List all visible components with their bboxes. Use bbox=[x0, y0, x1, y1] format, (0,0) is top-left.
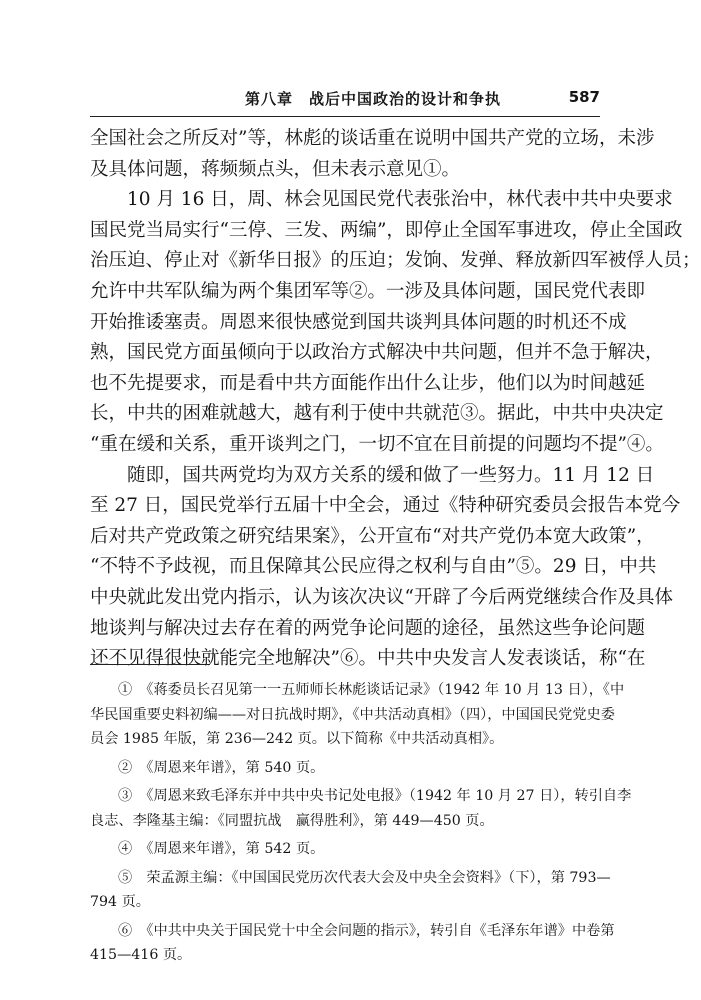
text-line: 全国社会之所反对”等，林彪的谈话重在说明中国共产党的立场，未涉 bbox=[90, 128, 655, 149]
text-line: 及具体问题，蒋频频点头，但未表示意见①。 bbox=[90, 158, 461, 180]
footnote-line: 794 页。 bbox=[90, 894, 150, 910]
text-line: 也不先提要求，而是看中共方面能作出什么让步，他们以为时间越延 bbox=[90, 372, 646, 394]
header-rule bbox=[90, 116, 600, 117]
footnote-line: ⑤ 荣孟源主编：《中国国民党历次代表大会及中央全会资料》（下），第 793— bbox=[118, 869, 611, 886]
text-line: 后对共产党政策之研究结果案》，公开宣布“对共产党仍本宽大政策”， bbox=[90, 525, 655, 547]
text-line: “不特不予歧视，而且保障其公民应得之权利与自由”⑤。29 日，中共 bbox=[90, 556, 657, 578]
text-line: 治压迫、停止对《新华日报》的压迫；发饷、发弹、释放新四军被俘人员； bbox=[90, 250, 701, 272]
footnote-line: ⑥ 《中共中央关于国民党十中全会问题的指示》，转引自《毛泽东年谱》中卷第 bbox=[118, 922, 615, 939]
footnote-line: ① 《蒋委员长召见第一一五师师长林彪谈话记录》（1942 年 10 月 13 日），《中 bbox=[118, 682, 625, 698]
text-line: 10 月 16 日，周、林会见国民党代表张治中，林代表中共中央要求 bbox=[127, 189, 673, 211]
page-number: 587 bbox=[568, 88, 600, 106]
paragraph-1 bbox=[90, 124, 655, 185]
footnote-line: 415—416 页。 bbox=[90, 947, 192, 963]
footnote-line: 良志、李隆基主编：《同盟抗战 赢得胜利》，第 449—450 页。 bbox=[90, 812, 494, 829]
running-head bbox=[90, 86, 600, 114]
footnote-line: 员会 1985 年版，第 236—242 页。以下简称《中共活动真相》。 bbox=[90, 731, 504, 747]
paragraph-3 bbox=[90, 461, 681, 675]
text-line: 中央就此发出党内指示，认为该次决议“开辟了今后两党继续合作及具体 bbox=[90, 586, 673, 608]
footnote-4 bbox=[90, 837, 600, 862]
body-text bbox=[90, 124, 701, 675]
footnote-6 bbox=[90, 919, 615, 968]
footnote-line: 华民国重要史料初编——对日抗战时期》，《中共活动真相》（四），中国国民党党史委 bbox=[90, 706, 615, 723]
text-line: 长，中共的困难就越大，越有利于使中共就范③。据此，中共中央决定 bbox=[90, 403, 664, 425]
text-line: 熟，国民党方面虽倾向于以政治方式解决中共问题，但并不急于解决， bbox=[90, 342, 664, 364]
text-line: 随即，国共两党均为双方关系的缓和做了一些努力。11 月 12 日 bbox=[127, 464, 655, 486]
footnotes bbox=[90, 678, 632, 972]
text-line: 允许中共军队编为两个集团军等②。一涉及具体问题，国民党代表即 bbox=[90, 280, 646, 302]
text-line: 还不见得很快就能完全地解决”⑥。中共中央发言人发表谈话，称“在 bbox=[90, 648, 646, 670]
footnote-3 bbox=[90, 784, 632, 833]
footnote-2 bbox=[90, 756, 600, 781]
footnote-line: ② 《周恩来年谱》，第 540 页。 bbox=[118, 759, 325, 776]
footnote-5 bbox=[90, 866, 611, 915]
paragraph-2 bbox=[90, 185, 701, 460]
text-line: “重在缓和关系，重开谈判之门，一切不宜在目前提的问题均不提”④。 bbox=[90, 433, 664, 455]
footnote-line: ④ 《周恩来年谱》，第 542 页。 bbox=[118, 841, 325, 857]
footnote-separator bbox=[90, 664, 210, 665]
text-line: 开始推诿塞责。周恩来很快感觉到国共谈判具体问题的时机还不成 bbox=[90, 311, 627, 333]
text-line: 地谈判与解决过去存在着的两党争论问题的途径，虽然这些争论问题 bbox=[90, 617, 646, 639]
text-line: 至 27 日，国民党举行五届十中全会，通过《特种研究委员会报告本党今 bbox=[90, 495, 681, 517]
text-line: 国民党当局实行“三停、三发、两编”，即停止全国军事进攻，停止全国政 bbox=[90, 219, 683, 241]
footnote-line: ③ 《周恩来致毛泽东并中共中央书记处电报》（1942 年 10 月 27 日），转引自李 bbox=[118, 788, 632, 804]
footnote-1 bbox=[90, 678, 625, 752]
chapter-running-title: 第八章 战后中国政治的设计和争执 bbox=[245, 90, 502, 108]
